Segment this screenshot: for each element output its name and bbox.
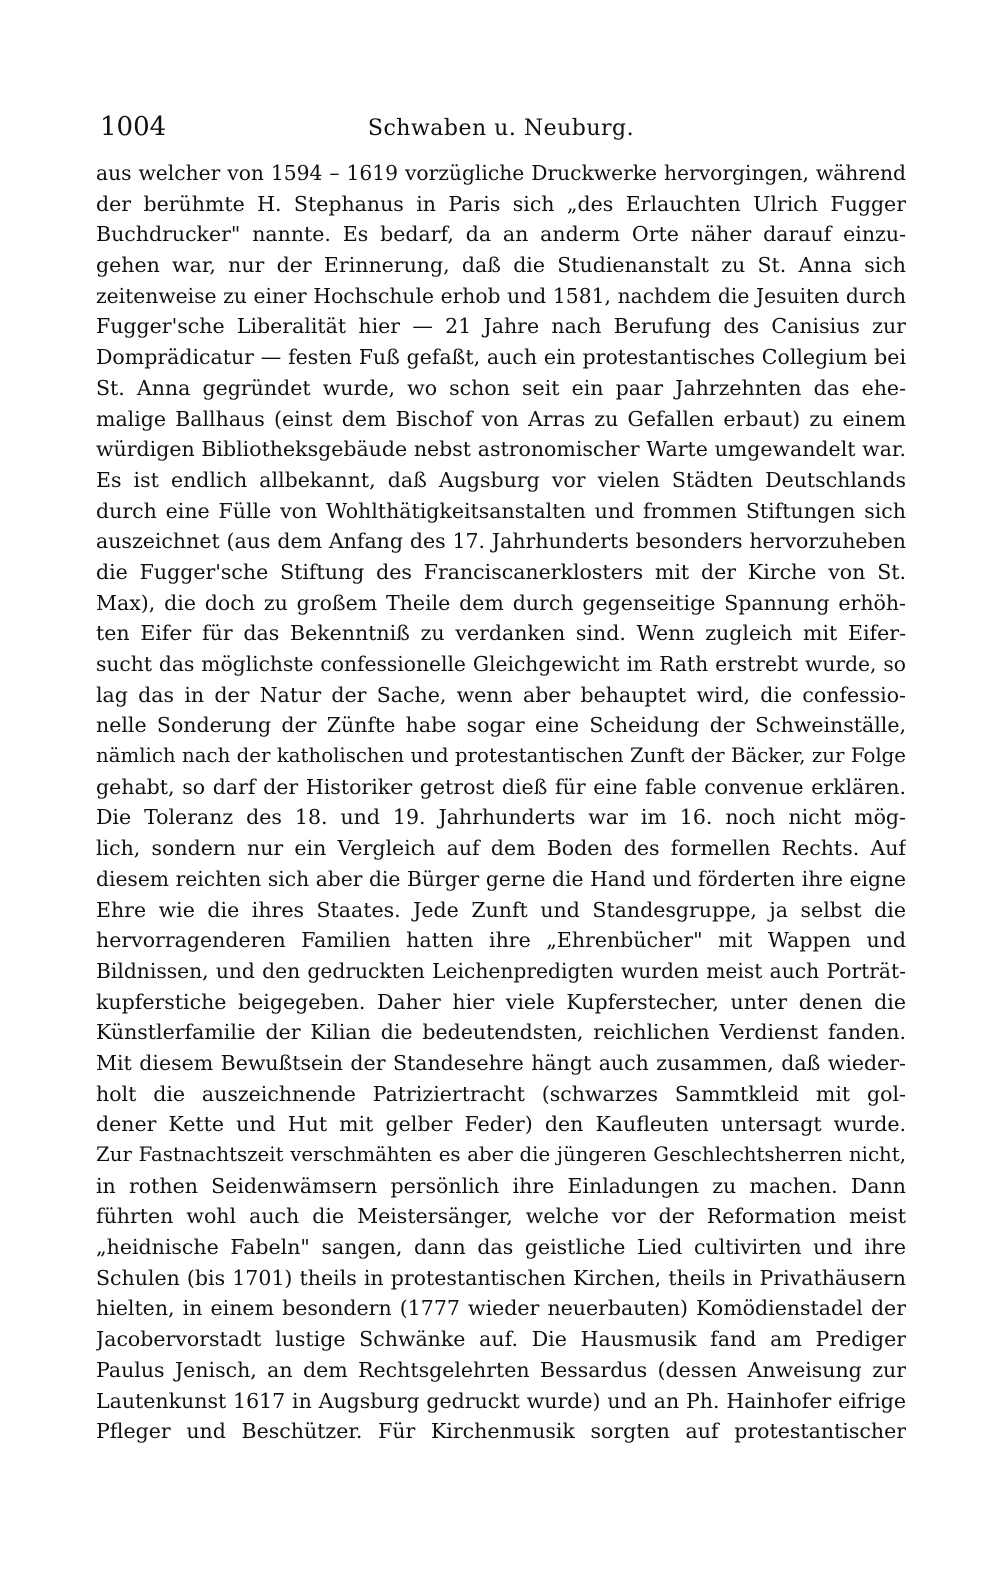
text-line: ten Eifer für das Bekenntniß zu verdanken sind. Wenn zugleich mit Eifer- [96,621,906,646]
text-line: sucht das möglichste confessionelle Gleichgewicht im Rath erstrebt wurde, so [96,652,906,676]
body-text [96,158,906,1447]
text-line: Paulus Jenisch, an dem Rechtsgelehrten Bessardus (dessen Anweisung zur [96,1357,906,1382]
text-line: diesem reichten sich aber die Bürger gerne die Hand und förderten ihre eigne [96,866,906,891]
text-line: Zur Fastnachtszeit verschmähten es aber die jüngeren Geschlechtsherren nicht, [96,1143,906,1166]
text-line: Pfleger und Beschützer. Für Kirchenmusik sorgten auf protestantischer [96,1419,906,1444]
text-line: würdigen Bibliotheksgebäude nebst astronomischer Warte umgewandelt war. [96,437,906,462]
text-line: Die Toleranz des 18. und 19. Jahrhunderts war im 16. noch nicht mög- [96,805,906,830]
text-line: Jacobervorstadt lustige Schwänke auf. Die Hausmusik fand am Prediger [96,1327,906,1352]
text-line: führten wohl auch die Meistersänger, welche vor der Reformation meist [96,1204,906,1229]
text-line: Domprädicatur — festen Fuß gefaßt, auch ein protestantisches Collegium bei [96,345,906,370]
text-line: Künstlerfamilie der Kilian die bedeutendsten, reichlichen Verdienst fanden. [96,1020,906,1045]
page-header [96,108,906,148]
text-line: Fugger'sche Liberalität hier — 21 Jahre nach Berufung des Canisius zur [96,314,906,339]
text-line: Max), die doch zu großem Theile dem durch gegenseitige Spannung erhöh- [96,590,906,615]
text-line: aus welcher von 1594 – 1619 vorzügliche Druckwerke hervorgingen, während [96,161,906,185]
text-line: hervorragenderen Familien hatten ihre „Ehrenbücher" mit Wappen und [96,928,906,953]
page-number: 1004 [100,112,167,142]
text-line: gehabt, so darf der Historiker getrost dieß für eine fable convenue erklären. [96,774,906,799]
text-line: „heidnische Fabeln" sangen, dann das geistliche Lied cultivirten und ihre [96,1235,906,1260]
text-line: zeitenweise zu einer Hochschule erhob und 1581, nachdem die Jesuiten durch [96,283,906,308]
text-line: der berühmte H. Stephanus in Paris sich „des Erlauchten Ulrich Fugger [96,191,906,216]
text-line: hielten, in einem besondern (1777 wieder neuerbauten) Komödienstadel der [96,1296,906,1321]
text-line: holt die auszeichnende Patriziertracht (schwarzes Sammtkleid mit gol- [96,1081,906,1106]
text-line: Bildnissen, und den gedruckten Leichenpredigten wurden meist auch Porträt- [96,958,906,983]
text-line: kupferstiche beigegeben. Daher hier viele Kupferstecher, unter denen die [96,989,906,1014]
text-line: dener Kette und Hut mit gelber Feder) den Kaufleuten untersagt wurde. [96,1112,906,1137]
text-line: St. Anna gegründet wurde, wo schon seit ein paar Jahrzehnten das ehe- [96,375,906,400]
text-line: die Fugger'sche Stiftung des Franciscanerklosters mit der Kirche von St. [96,559,906,584]
text-line: durch eine Fülle von Wohlthätigkeitsanstalten und frommen Stiftungen sich [96,498,906,523]
running-head: Schwaben u. Neuburg. [367,116,635,141]
text-line: lich, sondern nur ein Vergleich auf dem Boden des formellen Rechts. Auf [96,836,906,861]
text-line: lag das in der Natur der Sache, wenn aber behauptet wird, die confessio- [96,682,906,707]
text-line: Schulen (bis 1701) theils in protestantischen Kirchen, theils in Privathäusern [96,1265,906,1290]
text-line: Mit diesem Bewußtsein der Standesehre hängt auch zusammen, daß wieder- [96,1050,906,1075]
text-line: in rothen Seidenwämsern persönlich ihre Einladungen zu machen. Dann [96,1173,906,1198]
text-line: nelle Sonderung der Zünfte habe sogar eine Scheidung der Schweinställe, [96,713,906,738]
text-line: auszeichnet (aus dem Anfang des 17. Jahrhunderts besonders hervorzuheben [96,529,906,554]
text-line: Buchdrucker" nannte. Es bedarf, da an anderm Orte näher darauf einzu- [96,222,906,247]
text-line: gehen war, nur der Erinnerung, daß die Studienanstalt zu St. Anna sich [96,253,906,278]
text-line: Lautenkunst 1617 in Augsburg gedruckt wurde) und an Ph. Hainhofer eifrige [96,1388,906,1413]
text-line: Ehre wie die ihres Staates. Jede Zunft und Standesgruppe, ja selbst die [96,897,906,922]
text-line: Es ist endlich allbekannt, daß Augsburg vor vielen Städten Deutschlands [96,467,906,492]
text-line: malige Ballhaus (einst dem Bischof von Arras zu Gefallen erbaut) zu einem [96,406,906,431]
text-line: nämlich nach der katholischen und protestantischen Zunft der Bäcker, zur Folge [96,744,906,768]
